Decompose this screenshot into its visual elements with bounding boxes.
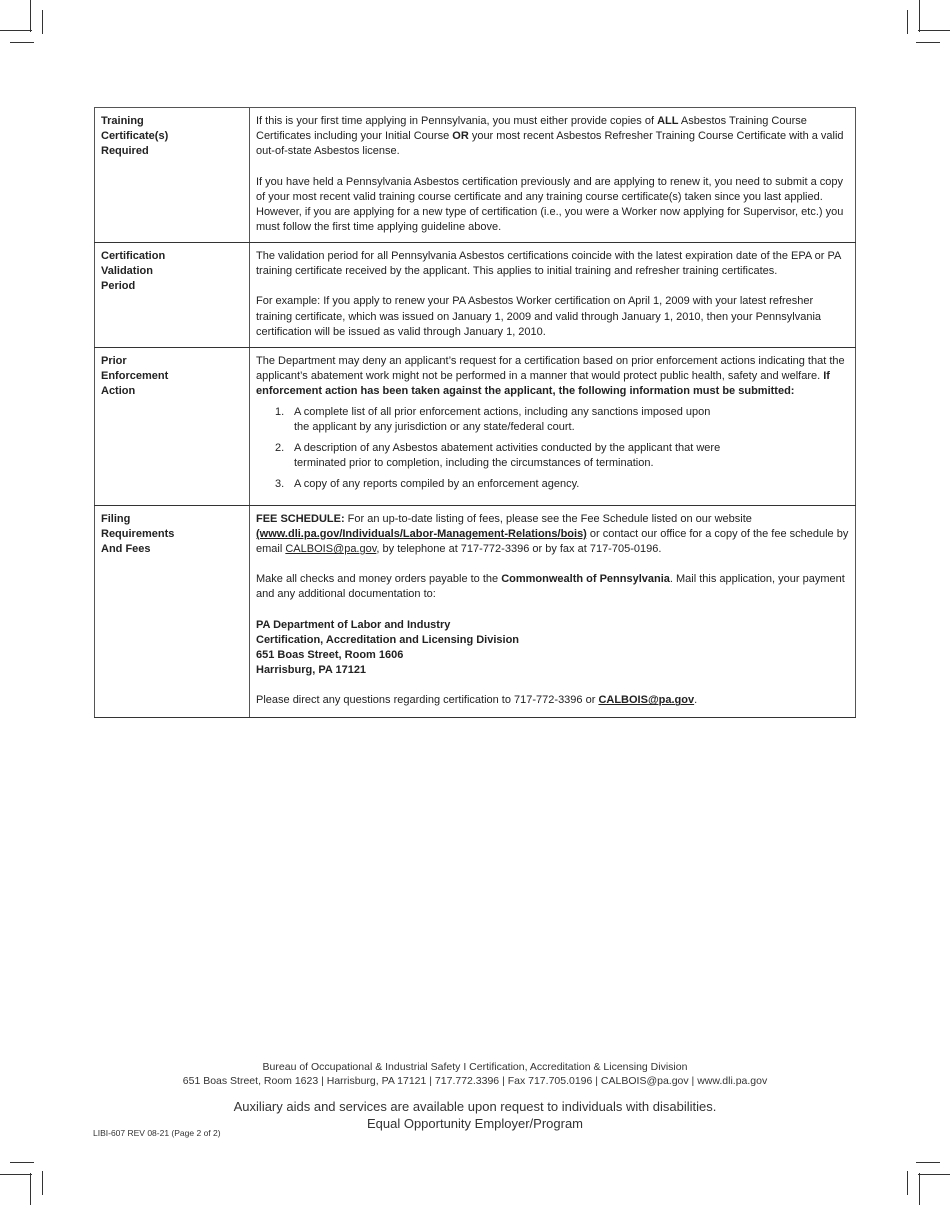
footer-auxiliary-aids: Auxiliary aids and services are available upon request to individuals with disabilities. (233, 1099, 717, 1114)
row-content (250, 348, 856, 506)
form-id: LIBI-607 REV 08-21 (Page 2 of 2) (93, 1128, 221, 1138)
mailing-address: PA Department of Labor and Industry Certification, Accreditation and Licensing Division 651 Boas Street, Room 1606 Harrisburg, PA 17121 (256, 618, 520, 677)
crop-mark (907, 10, 908, 34)
fee-schedule-paragraph: FEE SCHEDULE: For an up-to-date listing of fees, please see the Fee Schedule listed on our website (www.dli.pa.gov/Individuals/Labor-Management-Relations/bois) or contact our office for a copy of the fee schedule by email CALBOIS@pa.gov, by telephone at 717-772-3396 or by fax at 717-705-0196. (256, 512, 849, 556)
crop-mark (918, 30, 950, 31)
crop-mark (42, 10, 43, 34)
training-paragraph-1: If this is your first time applying in Pennsylvania, you must either provide copies of ALL Asbestos Training Course Certificates including your Initial Course OR your most recent Asbestos Refresher Training Course Certificate with a valid out-of-state Asbestos license. (256, 115, 844, 158)
crop-mark (916, 42, 940, 43)
table-row-filing-requirements (95, 505, 856, 717)
row-label: Filing Requirements And Fees (95, 505, 250, 717)
website-link[interactable]: (www.dli.pa.gov/Individuals/Labor-Management-Relations/bois) (256, 527, 587, 540)
footer-equal-opportunity: Equal Opportunity Employer/Program (366, 1116, 584, 1131)
email-link[interactable]: CALBOIS@pa.gov (285, 543, 377, 556)
crop-mark (42, 1171, 43, 1195)
table-row-prior-enforcement (95, 348, 856, 506)
row-content (250, 243, 856, 348)
enforcement-list (256, 405, 849, 493)
crop-mark (30, 0, 31, 32)
training-paragraph-2: If you have held a Pennsylvania Asbestos certification previously and are applying to renew it, you need to submit a copy of your most recent valid training course certificate and any training course certificate(s) taken since you last applied. However, if you are applying for a new type of certification (i.e., you were a Worker now applying for Supervisor, etc.) you must follow the first time applying guideline above. (256, 175, 844, 234)
crop-mark (919, 1173, 920, 1205)
validation-paragraph-1: The validation period for all Pennsylvania Asbestos certifications coincide with the latest expiration date of the EPA or PA training certificate received by the applicant. This applies to initial training and refresher training certificates. (256, 250, 841, 278)
crop-mark (919, 0, 920, 32)
row-content (250, 108, 856, 243)
crop-mark (30, 1173, 31, 1205)
list-item: 1. A complete list of all prior enforcement actions, including any sanctions imposed upon the applicant by any jurisdiction or any state/federal court. (275, 405, 711, 433)
requirements-table (94, 107, 856, 718)
crop-mark (916, 1162, 940, 1163)
crop-mark (10, 42, 34, 43)
row-content (250, 505, 856, 717)
crop-mark (10, 1162, 34, 1163)
row-label: Certification Validation Period (95, 243, 250, 348)
checks-paragraph: Make all checks and money orders payable to the Commonwealth of Pennsylvania. Mail this application, your payment and any additional documentation to: (256, 573, 845, 601)
row-label: Prior Enforcement Action (95, 348, 250, 506)
crop-mark (0, 1174, 32, 1175)
footer-bureau-line: Bureau of Occupational & Industrial Safety I Certification, Accreditation & Licensing Division (262, 1061, 688, 1073)
crop-mark (918, 1174, 950, 1175)
validation-paragraph-2: For example: If you apply to renew your PA Asbestos Worker certification on April 1, 2009 with your latest refresher training certificate, which was issued on January 1, 2009 and valid through January 1, 2010, then your Pennsylvania certification will be issued as valid through January 1, 2010. (256, 295, 822, 338)
email-link[interactable]: CALBOIS@pa.gov (598, 694, 695, 707)
footer-contact-line: 651 Boas Street, Room 1623 | Harrisburg, PA 17121 | 717.772.3396 | Fax 717.705.0196 | CALBOIS@pa.gov | www.dli.pa.gov (182, 1075, 768, 1087)
questions-paragraph: Please direct any questions regarding certification to 717-772-3396 or CALBOIS@pa.gov. (256, 694, 698, 707)
table-row-validation-period (95, 243, 856, 348)
list-item: 2. A description of any Asbestos abatement activities conducted by the applicant that were terminated prior to completion, including the circumstances of termination. (275, 442, 721, 470)
crop-mark (907, 1171, 908, 1195)
row-label: Training Certificate(s) Required (95, 108, 250, 243)
enforcement-paragraph: The Department may deny an applicant’s request for a certification based on prior enforcement actions indicating that the applicant’s abatement work might not be performed in a manner that would protect public health, safety and welfare. If enforcement action has been taken against the applicant, the following information must be submitted: (256, 355, 845, 398)
crop-mark (0, 30, 32, 31)
table-row-training-certificates (95, 108, 856, 243)
list-item: 3. A copy of any reports compiled by an enforcement agency. (275, 478, 580, 491)
